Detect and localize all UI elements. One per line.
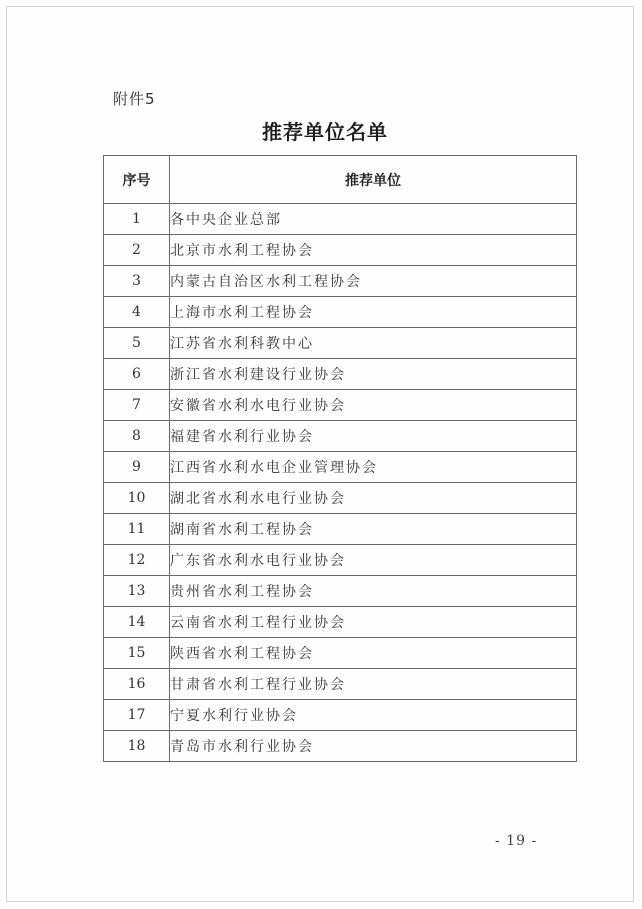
serial-number-cell: 14 bbox=[104, 607, 170, 638]
unit-name-cell: 陕西省水利工程协会 bbox=[170, 638, 577, 669]
unit-name-cell: 上海市水利工程协会 bbox=[170, 297, 577, 328]
recommended-units-table bbox=[103, 155, 577, 762]
unit-name-cell: 甘肃省水利工程行业协会 bbox=[170, 669, 577, 700]
table-row bbox=[104, 483, 577, 514]
table-row bbox=[104, 390, 577, 421]
page-number: - 19 - bbox=[495, 833, 538, 849]
unit-name-cell: 内蒙古自治区水利工程协会 bbox=[170, 266, 577, 297]
unit-name-cell: 江西省水利水电企业管理协会 bbox=[170, 452, 577, 483]
attachment-label: 附件5 bbox=[113, 90, 156, 108]
serial-number-cell: 16 bbox=[104, 669, 170, 700]
unit-name-cell: 广东省水利水电行业协会 bbox=[170, 545, 577, 576]
table-header-row bbox=[104, 156, 577, 204]
unit-name-cell: 浙江省水利建设行业协会 bbox=[170, 359, 577, 390]
table-row bbox=[104, 452, 577, 483]
table-row bbox=[104, 669, 577, 700]
unit-name-cell: 福建省水利行业协会 bbox=[170, 421, 577, 452]
serial-number-cell: 17 bbox=[104, 700, 170, 731]
serial-number-cell: 12 bbox=[104, 545, 170, 576]
header-serial-number: 序号 bbox=[104, 156, 170, 204]
serial-number-cell: 4 bbox=[104, 297, 170, 328]
table-row bbox=[104, 607, 577, 638]
table-row bbox=[104, 204, 577, 235]
table-row bbox=[104, 700, 577, 731]
unit-name-cell: 湖南省水利工程协会 bbox=[170, 514, 577, 545]
table-row bbox=[104, 235, 577, 266]
table-row bbox=[104, 328, 577, 359]
page bbox=[6, 6, 634, 902]
unit-name-cell: 湖北省水利水电行业协会 bbox=[170, 483, 577, 514]
table-row bbox=[104, 421, 577, 452]
serial-number-cell: 10 bbox=[104, 483, 170, 514]
table-row bbox=[104, 266, 577, 297]
serial-number-cell: 5 bbox=[104, 328, 170, 359]
serial-number-cell: 13 bbox=[104, 576, 170, 607]
unit-name-cell: 青岛市水利行业协会 bbox=[170, 731, 577, 762]
table-row bbox=[104, 545, 577, 576]
header-recommending-unit: 推荐单位 bbox=[170, 156, 577, 204]
serial-number-cell: 6 bbox=[104, 359, 170, 390]
unit-name-cell: 各中央企业总部 bbox=[170, 204, 577, 235]
serial-number-cell: 1 bbox=[104, 204, 170, 235]
table-row bbox=[104, 359, 577, 390]
serial-number-cell: 9 bbox=[104, 452, 170, 483]
table-row bbox=[104, 731, 577, 762]
table-row bbox=[104, 576, 577, 607]
unit-name-cell: 安徽省水利水电行业协会 bbox=[170, 390, 577, 421]
unit-name-cell: 贵州省水利工程协会 bbox=[170, 576, 577, 607]
serial-number-cell: 7 bbox=[104, 390, 170, 421]
serial-number-cell: 8 bbox=[104, 421, 170, 452]
unit-name-cell: 宁夏水利行业协会 bbox=[170, 700, 577, 731]
serial-number-cell: 3 bbox=[104, 266, 170, 297]
unit-name-cell: 江苏省水利科教中心 bbox=[170, 328, 577, 359]
serial-number-cell: 18 bbox=[104, 731, 170, 762]
unit-name-cell: 云南省水利工程行业协会 bbox=[170, 607, 577, 638]
serial-number-cell: 11 bbox=[104, 514, 170, 545]
serial-number-cell: 15 bbox=[104, 638, 170, 669]
unit-name-cell: 北京市水利工程协会 bbox=[170, 235, 577, 266]
document-title: 推荐单位名单 bbox=[262, 120, 388, 144]
serial-number-cell: 2 bbox=[104, 235, 170, 266]
table-row bbox=[104, 297, 577, 328]
table-row bbox=[104, 638, 577, 669]
table-row bbox=[104, 514, 577, 545]
